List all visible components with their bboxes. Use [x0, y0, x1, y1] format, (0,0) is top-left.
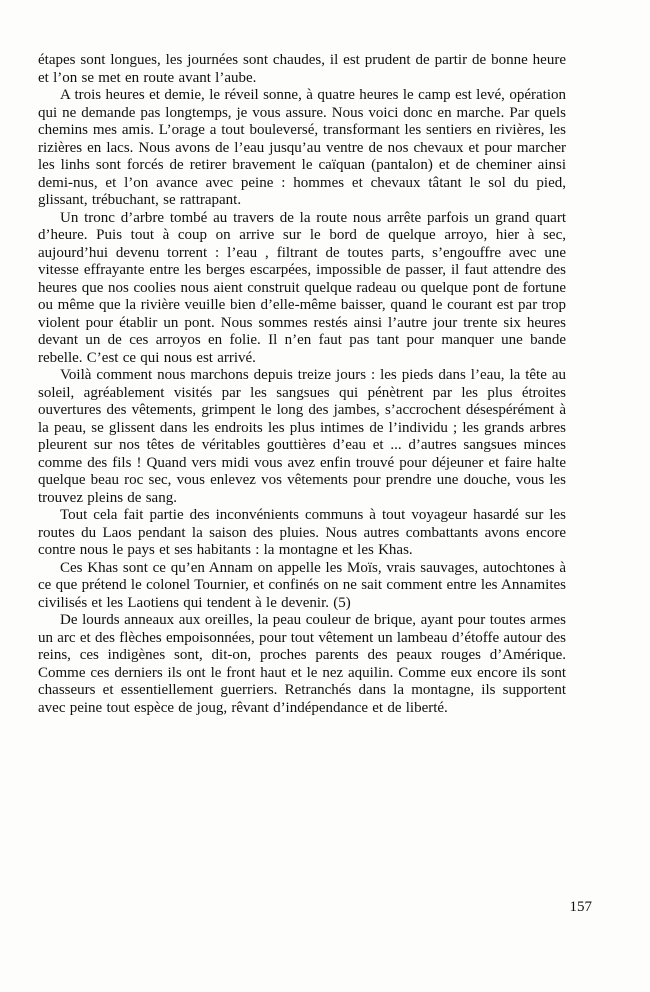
paragraph-laos-rainy-season: Tout cela fait partie des inconvénients communs à tout voyageur hasardé sur les routes du Laos pendant la saison des pluies. Nous autres combattants avons encore contre nous le pays et ses habitants : la montagne et les Khas. [38, 507, 566, 558]
page-number: 157 [569, 899, 592, 915]
paragraph-morning-march: A trois heures et demie, le réveil sonne, à quatre heures le camp est levé, opération qui ne demande pas longtemps, je vous assure. Nous voici donc en marche. Par quels chemins mes amis. L’orage a tout bouleversé, transformant les sentiers en rivières, les rizières en lacs. Nous avons de l’eau jusqu’au ventre de nos chevaux et pour marcher les linhs sont forcés de retirer bravement le caïquan (pantalon) et de cheminer ainsi demi-nus, et l’on avance avec peine : hommes et chevaux tâtant le sol du pied, glissant, trébuchant, se rattrapant. [38, 87, 566, 208]
paragraph-continuation: étapes sont longues, les journées sont chaudes, il est prudent de partir de bonne heure et l’on se met en route avant l’aube. [38, 52, 566, 86]
body-text [38, 52, 566, 717]
paragraph-leeches: Voilà comment nous marchons depuis treize jours : les pieds dans l’eau, la tête au soleil, agréablement visités par les sangsues qui pénètrent par les plus étroites ouvertures des vêtements, grimpent le long des jambes, s’accrochent désespérément à la peau, se glissent dans les endroits les plus intimes de l’individu ; les grands arbres pleurent sur nos têtes de véritables gouttières d’eau et ... d’autres sangsues minces comme des fils ! Quand vers midi vous avez enfin trouvé pour déjeuner et faire halte quelque beau roc sec, vous enlevez vos vêtements pour prendre une douche, vous les trouvez pleins de sang. [38, 367, 566, 506]
paragraph-khas-mois: Ces Khas sont ce qu’en Annam on appelle les Moïs, vrais sauvages, autochtones à ce que prétend le colonel Tournier, et confinés on ne sait comment entre les Annamites civilisés et les Laotiens qui tendent à le devenir. (5) [38, 559, 566, 611]
paragraph-arroyo: Un tronc d’arbre tombé au travers de la route nous arrête parfois un grand quart d’heure. Puis tout à coup on arrive sur le bord de quelque arroyo, hier à sec, aujourd’hui devenu torrent : l’eau , filtrant de toutes parts, s’engouffre avec une vitesse effrayante entre les berges escarpées, impossible de passer, il faut attendre des heures que nos coolies nous aient construit quelque radeau ou quelque pont de fortune ou même que la rivière veuille bien d’elle-même baisser, quand le courant est par trop violent pour établir un pont. Nous sommes restés ainsi l’autre jour trente six heures devant un de ces arroyos en folie. Il n’en faut pas tant pour manquer une bande rebelle. C’est ce qui nous est arrivé. [38, 209, 566, 366]
paragraph-khas-description: De lourds anneaux aux oreilles, la peau couleur de brique, ayant pour toutes armes un arc et des flèches empoisonnées, pour tout vêtement un lambeau d’étoffe autour des reins, ces indigènes sont, dit-on, proches parents des peaux rouges d’Amérique. Comme ces derniers ils ont le front haut et le nez aquilin. Comme eux encore ils sont chasseurs et essentiellement guerriers. Retranchés dans la montagne, ils supportent avec peine tout espèce de joug, rêvant d’indépendance et de liberté. [38, 612, 566, 716]
